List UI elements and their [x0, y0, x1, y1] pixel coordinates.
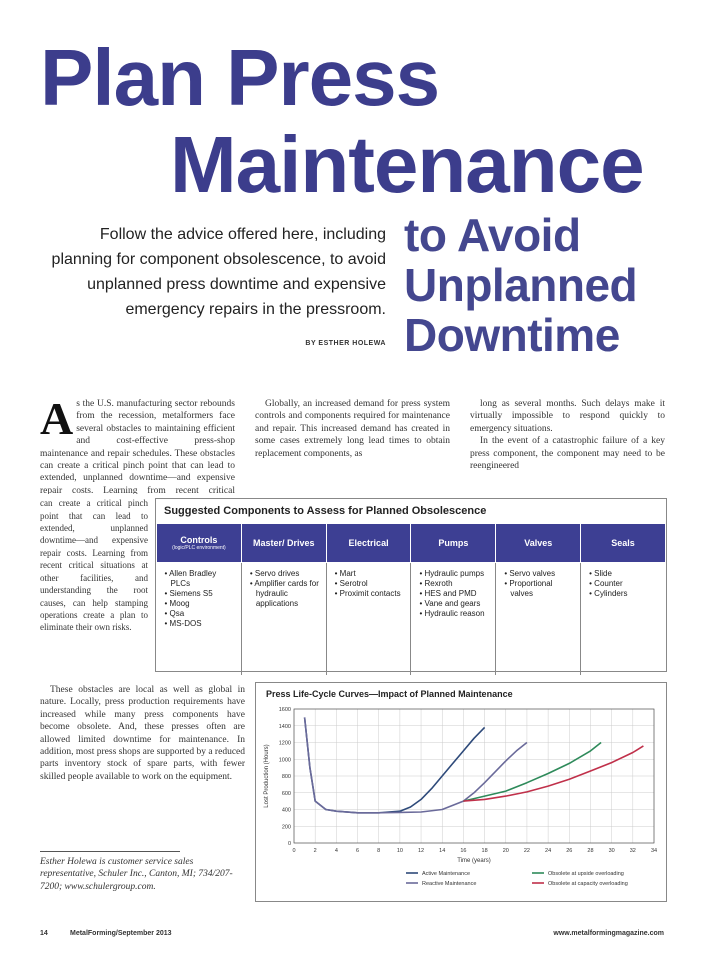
legend-label: Active Maintenance [422, 871, 470, 877]
table-item: • Servo drives [249, 569, 300, 578]
x-tick-label: 10 [396, 848, 403, 854]
legend-label: Obsolete at capacity overloading [548, 881, 628, 887]
table-item: • Cylinders [589, 589, 628, 598]
legend-label: Obsolete at upside overloading [548, 871, 624, 877]
page-number: 14 [40, 930, 48, 937]
table-header-pumps [411, 524, 496, 563]
header-label: Controls [180, 535, 218, 545]
x-tick-label: 14 [439, 848, 446, 854]
x-tick-label: 30 [608, 848, 615, 854]
table-item: • Serotrol [334, 579, 368, 588]
article-paragraph-5: In the event of a catastrophic failure of a key press component, the component may need to be reengineered [470, 436, 665, 472]
series-line-1 [305, 717, 485, 812]
article-deck: Follow the advice offered here, including planning for component obsolescence, to avoid unplanned press downtime and expensive emergency repairs in the pressroom. [51, 226, 386, 318]
article-paragraph-2: These obstacles are local as well as global in nature. Locally, press production requirements have increased while many press components have become obsolete. And, these presses often are allowed limited downtime for maintenance. In addition, most press shops are supported by a reduced parts inventory stock of spare parts, with fewer skilled people available to work on the equipment. [40, 685, 245, 782]
x-tick-label: 4 [334, 848, 338, 854]
table-item: • Mart [334, 569, 356, 578]
header-label: Master/ Drives [252, 538, 315, 548]
table-cell-seals [581, 563, 666, 676]
table-header-seals [581, 524, 666, 563]
article-paragraph-1: s the U.S. manufacturing sector rebounds from the recession, metalformers face several obstacles to maintaining efficient and cost-effective press-shop maintenance and repair schedules. These obstacles can create a critical pinch point that can lead to extended, unplanned downtime—and expensive repair costs. Learning from recent critical [40, 399, 235, 494]
table-title: Suggested Components to Assess for Planned Obsolescence [164, 505, 487, 517]
x-tick-label: 16 [460, 848, 467, 854]
chart-title: Press Life-Cycle Curves—Impact of Planned Maintenance [266, 689, 513, 699]
subtitle-line3: Downtime [404, 309, 620, 361]
table-item: • Proximit contacts [334, 589, 401, 598]
table-item: • Vane and gears [419, 599, 481, 608]
table-header-electrical [326, 524, 411, 563]
life-cycle-chart [255, 682, 667, 902]
x-axis-label: Time (years) [457, 858, 491, 864]
x-tick-label: 0 [292, 848, 296, 854]
table-item: • Counter [589, 579, 623, 588]
y-tick-label: 0 [287, 841, 291, 847]
table-item: • Amplifier cards for hydraulic applications [249, 579, 319, 608]
y-tick-label: 1600 [278, 707, 291, 713]
components-table [156, 523, 666, 675]
table-item: • HES and PMD [419, 589, 477, 598]
x-tick-label: 22 [523, 848, 531, 854]
y-tick-label: 800 [281, 774, 291, 780]
table-item: • Qsa [164, 609, 185, 618]
y-tick-label: 1200 [278, 740, 291, 747]
table-cell-controls [157, 563, 242, 676]
y-tick-label: 200 [281, 824, 291, 831]
table-item: • Slide [589, 569, 612, 578]
dropcap: A [40, 398, 74, 444]
table-item: • Moog [164, 599, 190, 608]
magazine-url: www.metalformingmagazine.com [553, 930, 664, 937]
table-item: • Allen Bradley PLCs [164, 569, 217, 588]
article-column-1-bottom [40, 684, 245, 846]
header-label: Pumps [438, 538, 469, 548]
y-tick-label: 1000 [278, 757, 291, 764]
x-tick-label: 20 [502, 848, 509, 854]
article-title-line1: Plan Press [40, 33, 440, 122]
table-item: • Proportional valves [504, 579, 553, 598]
table-cell-drives [241, 563, 326, 676]
article-title-line2: Maintenance [170, 120, 644, 209]
article-column-1-mid [40, 494, 148, 662]
x-tick-label: 24 [545, 848, 552, 854]
table-header-drives [241, 524, 326, 563]
article-paragraph-4: long as several months. Such delays make it virtually impossible to respond quickly to emergency situations. [470, 399, 665, 434]
table-item: • Servo valves [504, 569, 556, 578]
table-item: • Hydraulic reason [419, 609, 485, 618]
article-column-1-top [40, 398, 235, 494]
header-sub: (logic/PLC environment) [172, 545, 226, 551]
x-tick-label: 2 [313, 848, 317, 854]
chart-svg [256, 683, 666, 901]
issue-label: MetalForming/September 2013 [70, 930, 172, 937]
table-item: • MS-DOS [164, 619, 202, 628]
x-tick-label: 32 [629, 848, 636, 854]
y-tick-label: 400 [281, 807, 291, 814]
article-paragraph-1-cont: can create a critical pinch point that can lead to extended, unplanned downtime—and expensive repair costs. Learning from recent critical situations at other facilities, and understanding the root causes, can help stamping operations create a plan to eliminate their own risks. [40, 498, 148, 633]
y-tick-label: 600 [281, 790, 291, 797]
table-item: • Hydraulic pumps [419, 569, 485, 578]
x-tick-label: 12 [417, 848, 425, 854]
x-tick-label: 18 [481, 848, 488, 854]
y-tick-label: 1400 [278, 723, 291, 730]
table-header-controls [157, 524, 242, 563]
byline: BY ESTHER HOLEWA [305, 340, 386, 347]
article-column-3 [470, 398, 665, 488]
table-cell-electrical [326, 563, 411, 676]
x-tick-label: 8 [377, 848, 381, 854]
table-cell-pumps [411, 563, 496, 676]
x-tick-label: 26 [566, 848, 573, 854]
table-cell-valves [496, 563, 581, 676]
header-label: Electrical [348, 538, 389, 548]
article-paragraph-3: Globally, an increased demand for press system controls and components required for maintenance and repair. This increased demand has created in some cases extremely long lead times to obtain replacement components, as [255, 399, 450, 459]
obsolescence-table [155, 498, 667, 672]
x-tick-label: 34 [650, 848, 658, 854]
legend-label: Reactive Maintenance [422, 881, 477, 887]
x-tick-label: 28 [587, 848, 594, 854]
header-label: Seals [611, 538, 635, 548]
header-label: Valves [524, 538, 553, 548]
table-item: • Siemens S5 [164, 589, 213, 598]
x-tick-label: 6 [355, 848, 360, 854]
author-note: Esther Holewa is customer service sales representative, Schuler Inc., Canton, MI; 734/207-7200; www.schulergroup.com. [40, 857, 233, 892]
y-axis-label: Lost Production (Hours) [264, 744, 270, 808]
article-column-2 [255, 398, 450, 488]
table-header-valves [496, 524, 581, 563]
subtitle-line2: Unplanned [404, 259, 638, 311]
subtitle-line1: to Avoid [404, 209, 581, 261]
author-note-divider [40, 851, 180, 852]
table-item: • Rexroth [419, 579, 453, 588]
series-line-3 [463, 743, 601, 802]
